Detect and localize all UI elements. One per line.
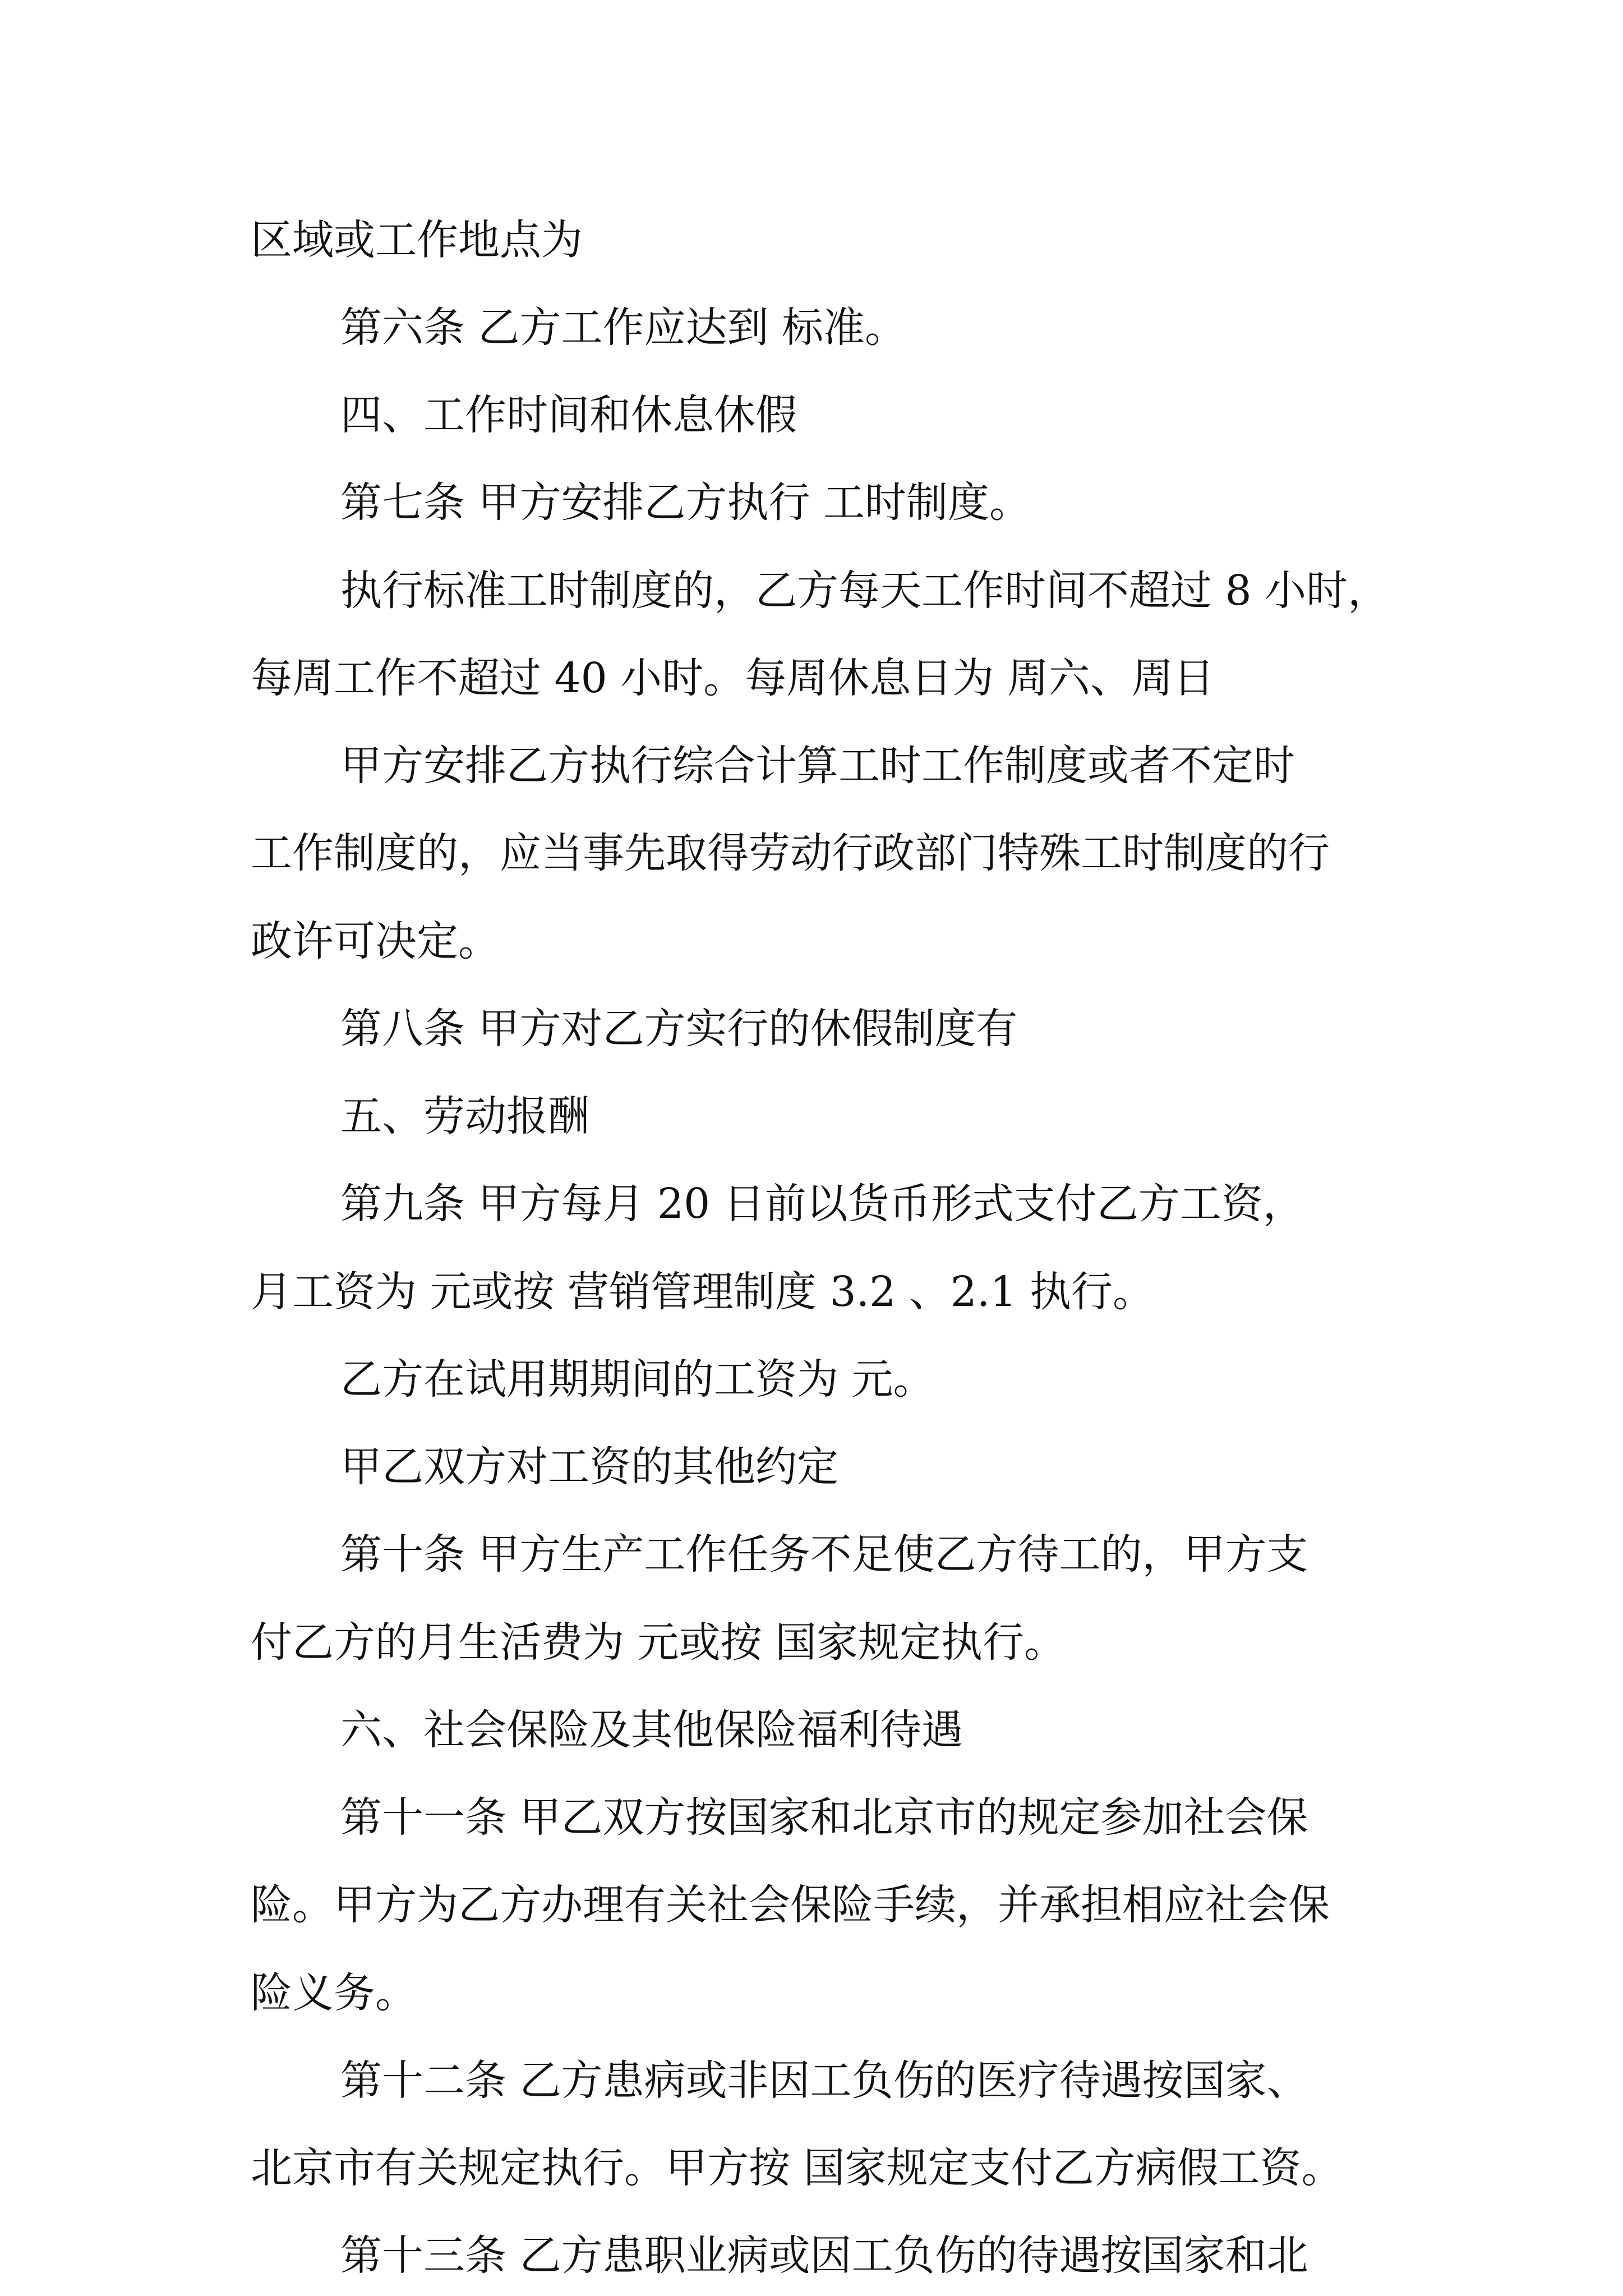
section-heading: 五、劳动报酬 (340, 1092, 589, 1140)
text-line: 执行标准工时制度的，乙方每天工作时间不超过 8 小时， (340, 567, 1390, 615)
text-line: 第八条 甲方对乙方实行的休假制度有 (340, 1005, 1018, 1053)
text-line: 月工资为 元或按 营销管理制度 3.2 、2.1 执行。 (251, 1268, 1154, 1316)
text-line: 第十一条 甲乙双方按国家和北京市的规定参加社会保 (340, 1793, 1308, 1842)
text-line: 第十条 甲方生产工作任务不足使乙方待工的，甲方支 (340, 1530, 1308, 1579)
text-line: 区域或工作地点为 (251, 216, 583, 264)
text-line: 第十二条 乙方患病或非因工负伤的医疗待遇按国家、 (340, 2056, 1308, 2105)
section-heading: 六、社会保险及其他保险福利待遇 (340, 1706, 963, 1754)
text-line: 第六条 乙方工作应达到 标准。 (340, 303, 907, 352)
text-line: 工作制度的，应当事先取得劳动行政部门特殊工时制度的行 (251, 829, 1330, 877)
text-line: 险。甲方为乙方办理有关社会保险手续，并承担相应社会保 (251, 1881, 1330, 1929)
text-line: 甲方安排乙方执行综合计算工时工作制度或者不定时 (340, 742, 1295, 790)
text-line: 第十三条 乙方患职业病或因工负伤的待遇按国家和北 (340, 2231, 1308, 2280)
text-line: 北京市有关规定执行。甲方按 国家规定支付乙方病假工资。 (251, 2144, 1343, 2192)
text-line: 付乙方的月生活费为 元或按 国家规定执行。 (251, 1618, 1066, 1667)
section-heading: 四、工作时间和休息休假 (340, 391, 797, 439)
text-line: 第九条 甲方每月 20 日前以货币形式支付乙方工资， (340, 1180, 1304, 1228)
text-line: 每周工作不超过 40 小时。每周休息日为 周六、周日 (251, 654, 1215, 702)
text-line: 甲乙双方对工资的其他约定 (340, 1443, 838, 1491)
text-line: 险义务。 (251, 1969, 417, 2017)
text-line: 政许可决定。 (251, 917, 500, 965)
text-line: 第七条 甲方安排乙方执行 工时制度。 (340, 478, 1031, 527)
text-line: 乙方在试用期期间的工资为 元。 (340, 1355, 935, 1404)
